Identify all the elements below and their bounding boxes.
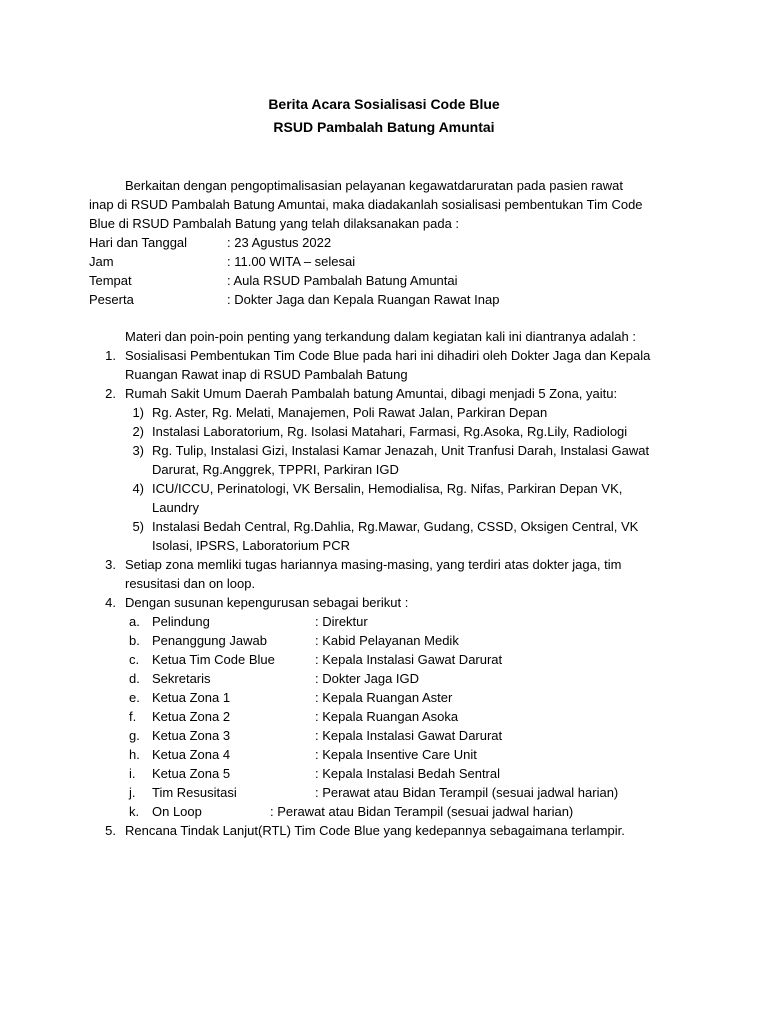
zone-number: 1) xyxy=(132,405,144,420)
structure-letter: i. xyxy=(129,766,136,781)
structure-value: : Perawat atau Bidan Terampil (sesuai jadwal harian) xyxy=(315,785,619,800)
structure-role: On Loop xyxy=(152,804,202,819)
structure-letter: d. xyxy=(129,671,140,686)
point-text: Rumah Sakit Umum Daerah Pambalah batung Amuntai, dibagi menjadi 5 Zona, yaitu: xyxy=(125,386,618,401)
structure-role: Ketua Zona 2 xyxy=(152,709,231,724)
intro-line: Blue di RSUD Pambalah Batung yang telah dilaksanakan pada : xyxy=(89,216,460,231)
detail-label: Peserta xyxy=(89,292,134,307)
point-text: Dengan susunan kepengurusan sebagai berikut : xyxy=(125,595,409,610)
structure-letter: g. xyxy=(129,728,140,743)
structure-value: : Dokter Jaga IGD xyxy=(315,671,420,686)
structure-role: Ketua Tim Code Blue xyxy=(152,652,275,667)
intro-line: Berkaitan dengan pengoptimalisasian pelayanan kegawatdaruratan pada pasien rawat xyxy=(125,178,623,193)
zone-number: 4) xyxy=(132,481,144,496)
detail-value: : 11.00 WITA – selesai xyxy=(227,254,356,269)
detail-label: Jam xyxy=(89,254,114,269)
structure-letter: f. xyxy=(129,709,137,724)
detail-label: Hari dan Tanggal xyxy=(89,235,188,250)
structure-letter: a. xyxy=(129,614,140,629)
point-number: 1. xyxy=(105,348,116,363)
structure-value: : Direktur xyxy=(315,614,368,629)
point-number: 3. xyxy=(105,557,116,572)
zone-text: Instalasi Laboratorium, Rg. Isolasi Matahari, Farmasi, Rg.Asoka, Rg.Lily, Radiologi xyxy=(152,424,628,439)
structure-role: Ketua Zona 5 xyxy=(152,766,231,781)
zone-text: Rg. Tulip, Instalasi Gizi, Instalasi Kamar Jenazah, Unit Tranfusi Darah, Instalasi Gawat xyxy=(152,443,650,458)
structure-value: : Kabid Pelayanan Medik xyxy=(315,633,459,648)
structure-role: Penanggung Jawab xyxy=(152,633,267,648)
structure-role: Sekretaris xyxy=(152,671,211,686)
structure-value: : Perawat atau Bidan Terampil (sesuai jadwal harian) xyxy=(270,804,574,819)
zone-text: Instalasi Bedah Central, Rg.Dahlia, Rg.Mawar, Gudang, CSSD, Oksigen Central, VK xyxy=(152,519,639,534)
zone-text: Isolasi, IPSRS, Laboratorium PCR xyxy=(152,538,350,553)
structure-value: : Kepala Instalasi Gawat Darurat xyxy=(315,728,503,743)
detail-value: : Dokter Jaga dan Kepala Ruangan Rawat Inap xyxy=(227,292,500,307)
document-title: Berita Acara Sosialisasi Code Blue xyxy=(268,96,500,112)
zone-number: 2) xyxy=(132,424,144,439)
point-text: Rencana Tindak Lanjut(RTL) Tim Code Blue yang kedepannya sebagaimana terlampir. xyxy=(125,823,625,838)
structure-value: : Kepala Insentive Care Unit xyxy=(315,747,477,762)
point-number: 5. xyxy=(105,823,116,838)
point-text: resusitasi dan on loop. xyxy=(125,576,256,591)
structure-letter: e. xyxy=(129,690,140,705)
detail-value: : Aula RSUD Pambalah Batung Amuntai xyxy=(227,273,458,288)
structure-letter: k. xyxy=(129,804,140,819)
point-number: 2. xyxy=(105,386,116,401)
zone-text: Rg. Aster, Rg. Melati, Manajemen, Poli Rawat Jalan, Parkiran Depan xyxy=(152,405,548,420)
structure-value: : Kepala Instalasi Gawat Darurat xyxy=(315,652,503,667)
structure-role: Ketua Zona 3 xyxy=(152,728,231,743)
point-number: 4. xyxy=(105,595,116,610)
point-text: Setiap zona memliki tugas hariannya masing-masing, yang terdiri atas dokter jaga, tim xyxy=(125,557,622,572)
detail-value: : 23 Agustus 2022 xyxy=(227,235,332,250)
structure-role: Pelindung xyxy=(152,614,210,629)
structure-letter: c. xyxy=(129,652,140,667)
document-subtitle: RSUD Pambalah Batung Amuntai xyxy=(273,119,495,135)
point-text: Sosialisasi Pembentukan Tim Code Blue pada hari ini dihadiri oleh Dokter Jaga dan Kepala xyxy=(125,348,651,363)
structure-value: : Kepala Ruangan Asoka xyxy=(315,709,459,724)
zone-number: 5) xyxy=(132,519,144,534)
point-text: Ruangan Rawat inap di RSUD Pambalah Batung xyxy=(125,367,408,382)
structure-role: Ketua Zona 4 xyxy=(152,747,231,762)
zone-text: ICU/ICCU, Perinatologi, VK Bersalin, Hemodialisa, Rg. Nifas, Parkiran Depan VK, xyxy=(152,481,623,496)
intro-line: inap di RSUD Pambalah Batung Amuntai, maka diadakanlah sosialisasi pembentukan Tim Code xyxy=(89,197,643,212)
zone-text: Laundry xyxy=(152,500,199,515)
structure-value: : Kepala Instalasi Bedah Sentral xyxy=(315,766,501,781)
materi-intro: Materi dan poin-poin penting yang terkandung dalam kegiatan kali ini diantranya adalah : xyxy=(125,329,636,344)
structure-value: : Kepala Ruangan Aster xyxy=(315,690,453,705)
structure-role: Tim Resusitasi xyxy=(152,785,237,800)
structure-letter: j. xyxy=(129,785,136,800)
structure-role: Ketua Zona 1 xyxy=(152,690,231,705)
structure-letter: h. xyxy=(129,747,140,762)
structure-letter: b. xyxy=(129,633,140,648)
zone-number: 3) xyxy=(132,443,144,458)
zone-text: Darurat, Rg.Anggrek, TPPRI, Parkiran IGD xyxy=(152,462,399,477)
detail-label: Tempat xyxy=(89,273,132,288)
